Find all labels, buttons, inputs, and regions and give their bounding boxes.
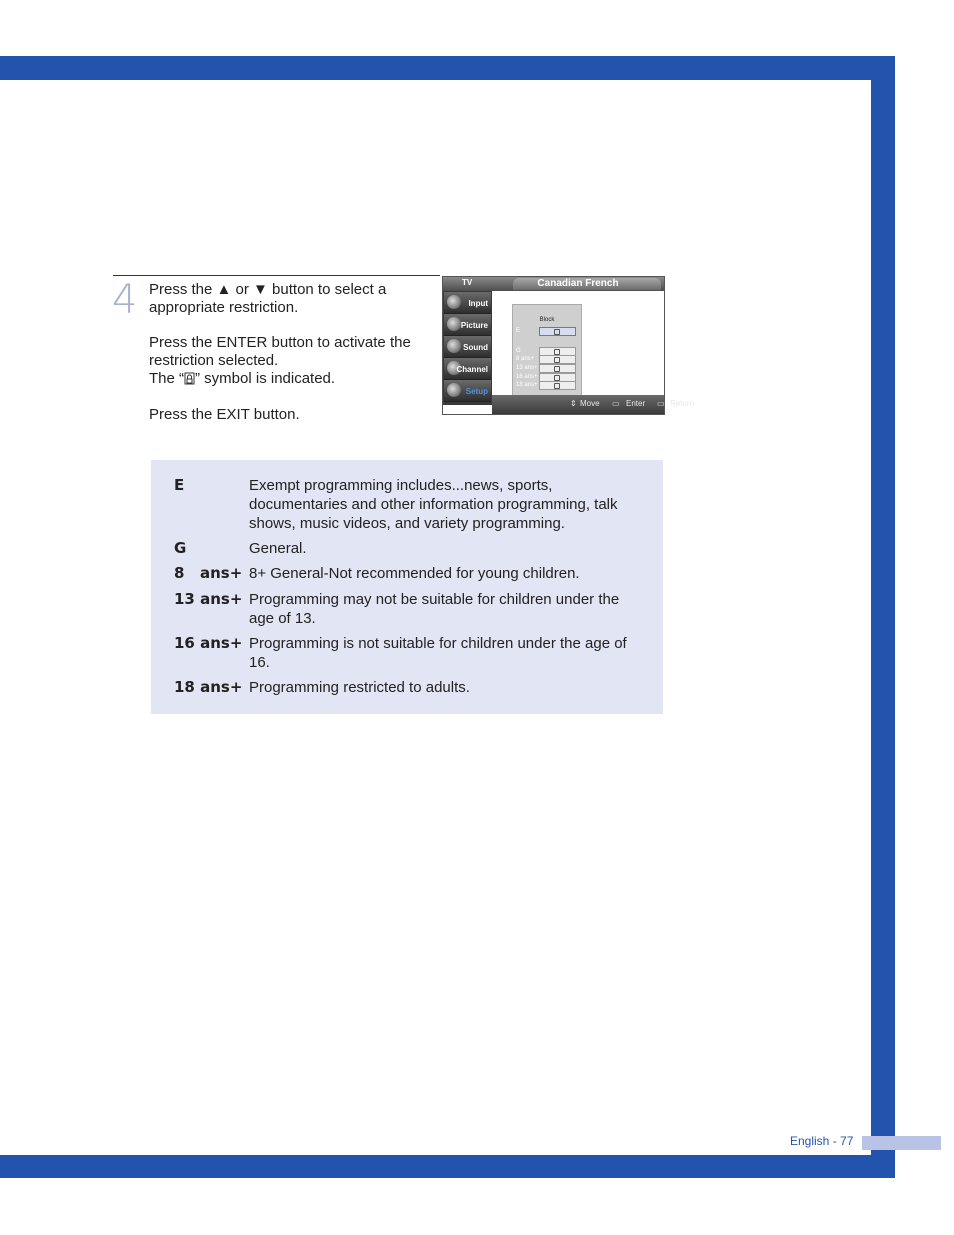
tv-footer-return: Return — [670, 399, 695, 408]
rating-item — [174, 564, 644, 583]
input-icon — [447, 295, 461, 309]
instruction-select: Press the ▲ or ▼ button to select a appropriate restriction. — [149, 281, 387, 316]
rating-description: General. — [249, 540, 307, 557]
tv-menu-screenshot — [442, 276, 695, 415]
rating-key: 13 ans+ — [174, 590, 243, 608]
rating-key: E — [174, 476, 185, 494]
lock-icon — [539, 327, 576, 336]
tv-sidebar-item-channel: Channel — [444, 358, 491, 380]
tv-menu-title: Canadian French — [537, 278, 619, 289]
rating-description: 8+ General-Not recommended for young children. — [249, 565, 580, 582]
tv-sidebar-item-picture: Picture — [444, 314, 491, 336]
instruction-enter: Press the ENTER button to activate the restriction selected. — [149, 334, 411, 369]
rating-item — [174, 590, 644, 628]
tv-rating-row: G — [515, 347, 579, 355]
step-number: 4 — [112, 277, 138, 323]
lock-icon — [539, 364, 576, 373]
move-icon: ⇕ — [570, 399, 577, 408]
tv-rating-panel — [512, 304, 582, 398]
instruction-symbol — [149, 370, 434, 388]
rating-item — [174, 539, 644, 558]
sound-icon — [447, 339, 461, 353]
right-border-bar — [871, 56, 895, 1156]
rating-description: Programming restricted to adults. — [249, 679, 470, 696]
enter-icon: ▭ — [612, 399, 620, 408]
ratings-info-box — [151, 460, 663, 714]
rating-description: Programming may not be suitable for children under the age of 13. — [249, 591, 620, 627]
rating-key: 8 ans+ — [174, 564, 243, 582]
lock-icon — [539, 355, 576, 364]
tv-sidebar-item-sound: Sound — [444, 336, 491, 358]
lock-icon — [539, 381, 576, 390]
rating-key: 18 ans+ — [174, 678, 243, 696]
page-number: English - 77 — [790, 1134, 854, 1148]
instruction-exit: Press the EXIT button. — [149, 406, 300, 423]
step-instructions — [149, 281, 434, 424]
tv-rating-row: 8 ans+ — [515, 355, 579, 363]
rating-key: G — [174, 539, 187, 557]
page-number-tab — [862, 1136, 941, 1150]
rating-description: Exempt programming includes...news, sports, documentaries and other information programming, talk shows, music videos, and variety programming. — [249, 477, 618, 532]
symbol-text-post: ” symbol is indicated. — [195, 370, 336, 387]
tv-footer-move: Move — [580, 399, 600, 408]
tv-menu-footer — [492, 395, 695, 414]
setup-icon — [447, 383, 461, 397]
rating-item — [174, 476, 644, 533]
top-border-bar — [0, 56, 895, 80]
picture-icon — [447, 317, 461, 331]
tv-rating-row: E — [515, 327, 579, 335]
lock-icon — [184, 372, 195, 385]
rating-item — [174, 634, 644, 672]
tv-menu-main — [492, 291, 664, 405]
step-rule — [113, 275, 440, 276]
tv-block-header: Block — [539, 317, 555, 323]
tv-rating-row: 16 ans+ — [515, 373, 579, 381]
bottom-border-bar — [0, 1155, 895, 1178]
tv-menu-label: TV — [462, 278, 473, 287]
tv-rating-row: 13 ans+ — [515, 364, 579, 372]
return-icon: ▭ — [657, 399, 665, 408]
rating-description: Programming is not suitable for children under the age of 16. — [249, 635, 627, 671]
rating-item — [174, 678, 644, 697]
tv-rating-row: 18 ans+ — [515, 381, 579, 389]
tv-sidebar-item-setup: Setup — [444, 380, 491, 402]
tv-footer-enter: Enter — [626, 399, 646, 408]
symbol-text-pre: The “ — [149, 370, 185, 387]
rating-key: 16 ans+ — [174, 634, 243, 652]
tv-sidebar-item-input: Input — [444, 292, 491, 314]
tv-menu-sidebar — [443, 291, 492, 405]
